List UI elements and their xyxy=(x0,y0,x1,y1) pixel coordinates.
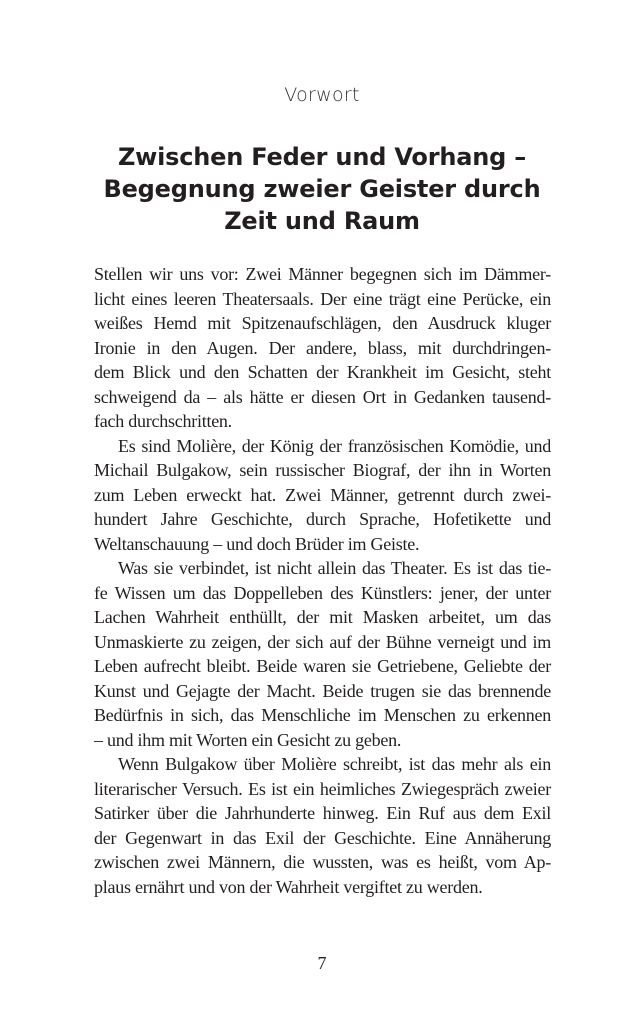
page-number: 7 xyxy=(317,953,327,973)
text-line: dem Blick und den Schatten der Krankheit im Gesicht, steht xyxy=(94,362,551,382)
text-line: zwischen zwei Männern, die wussten, was es heißt, vom Ap- xyxy=(94,852,551,872)
text-line: Ironie in den Augen. Der andere, blass, mit durchdringen- xyxy=(94,337,551,358)
text-line: fe Wissen um das Doppelleben des Künstlers: jener, der unter xyxy=(94,582,551,603)
text-line: weißes Hemd mit Spitzenaufschlägen, den Ausdruck kluger xyxy=(94,313,551,333)
text-line: Es sind Molière, der König der französischen Komödie, und xyxy=(118,435,551,456)
text-line: literarischer Versuch. Es ist ein heimliches Zwiegespräch zweier xyxy=(94,778,551,799)
text-line: Wenn Bulgakow über Molière schreibt, ist das mehr als ein xyxy=(118,754,551,774)
title-line: Begegnung zweier Geister durch xyxy=(103,175,541,203)
title-line: Zeit und Raum xyxy=(224,207,420,235)
text-line: Lachen Wahrheit enthüllt, der mit Masken arbeitet, um das xyxy=(94,607,551,627)
paragraph xyxy=(94,752,551,899)
title-line: Zwischen Feder und Vorhang – xyxy=(117,143,527,171)
text-line: Weltanschauung – und doch Brüder im Geiste. xyxy=(94,533,420,554)
text-line: Was sie verbindet, ist nicht allein das Theater. Es ist das tie- xyxy=(118,558,551,578)
text-line: Stellen wir uns vor: Zwei Männer begegnen sich im Dämmer- xyxy=(94,264,551,284)
text-line: Michail Bulgakow, sein russischer Biograf, der ihn in Worten xyxy=(94,460,551,480)
text-line: schweigend da – als hätte er diesen Ort in Gedanken tausend- xyxy=(94,386,551,407)
body-text xyxy=(94,262,551,899)
text-line: Bedürfnis in sich, das Menschliche im Menschen zu erkennen xyxy=(94,705,551,725)
paragraph xyxy=(94,434,551,557)
text-line: hundert Jahre Geschichte, durch Sprache, Hofetikette und xyxy=(94,509,551,529)
paragraph xyxy=(94,556,551,752)
chapter-header: Vorwort xyxy=(284,84,360,106)
paragraph xyxy=(94,262,551,434)
text-line: Satirker über die Jahrhunderte hinweg. Ein Ruf aus dem Exil xyxy=(94,803,551,823)
text-line: der Gegenwart in das Exil der Geschichte. Eine Annäherung xyxy=(94,827,551,848)
text-line: plaus ernährt und von der Wahrheit vergiftet zu werden. xyxy=(94,876,483,897)
text-line: fach durchschritten. xyxy=(94,411,232,431)
text-line: Leben aufrecht bleibt. Beide waren sie Getriebene, Geliebte der xyxy=(94,656,551,676)
text-line: – und ihm mit Worten ein Gesicht zu geben. xyxy=(94,729,402,750)
text-line: licht eines leeren Theatersaals. Der eine trägt eine Perücke, ein xyxy=(94,288,551,309)
chapter-title xyxy=(0,141,644,237)
text-line: Unmaskierte zu zeigen, der sich auf der Bühne verneigt und im xyxy=(94,631,551,652)
text-line: Kunst und Gejagte der Macht. Beide trugen sie das brennende xyxy=(94,680,551,701)
text-line: zum Leben erweckt hat. Zwei Männer, getrennt durch zwei- xyxy=(94,484,551,505)
